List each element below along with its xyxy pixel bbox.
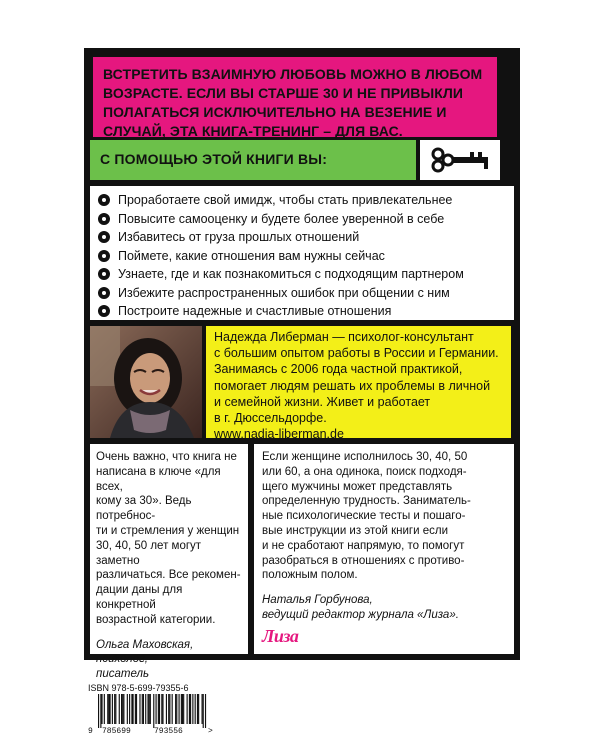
barcode-bar	[122, 694, 123, 724]
benefit-text: Избавитесь от груза прошлых отношений	[118, 230, 360, 244]
review-line: Очень важно, что книга не	[96, 451, 237, 463]
barcode-bar	[101, 694, 102, 724]
review-text	[90, 444, 248, 628]
barcode-bar	[131, 694, 132, 724]
barcode-bar	[129, 694, 130, 724]
barcode-bar	[182, 694, 183, 724]
barcode-bar	[119, 694, 120, 724]
barcode-bar	[153, 694, 154, 728]
review-line: щего мужчины может представлять	[262, 480, 453, 493]
barcode-digits-left: 785699	[102, 727, 131, 734]
barcode-bar	[121, 694, 122, 724]
benefit-text: Поймете, какие отношения вам нужны сейчас	[118, 248, 385, 263]
barcode-bar	[172, 694, 173, 724]
barcode-bar	[169, 694, 170, 724]
review-line: или 60, а она одинока, поиск подходя-	[262, 465, 467, 478]
barcode-bar	[187, 694, 188, 724]
review-line: написана в ключе «для всех,	[96, 465, 221, 493]
back-cover	[84, 48, 520, 681]
author-bio-line: Надежда Либерман — психолог-консультант	[214, 330, 474, 344]
benefit-item	[98, 191, 514, 210]
key-box	[420, 140, 500, 180]
benefit-text: Избежите распространенных ошибок при общении с ним	[118, 285, 450, 300]
benefit-item	[98, 265, 514, 284]
barcode-bar	[176, 694, 177, 724]
review-line: и не сработают напрямую, то помогут	[262, 539, 465, 552]
isbn-label: ISBN 978-5-699-79355-6	[88, 683, 189, 693]
benefit-item	[98, 228, 514, 247]
barcode-bar	[162, 694, 163, 724]
review-author-role: писатель	[96, 668, 149, 681]
flower-bullet-icon	[98, 287, 110, 299]
benefit-item	[98, 284, 514, 303]
barcode-bar	[135, 694, 136, 724]
author-bio-block	[206, 326, 511, 442]
review-line: различаться. Все рекомен-	[96, 569, 241, 582]
barcode-bar	[147, 694, 148, 724]
flower-bullet-icon	[98, 268, 110, 280]
barcode-bar	[192, 694, 193, 724]
review-line: кому за 30». Ведь потребнос-	[96, 495, 192, 523]
review-signature	[254, 583, 514, 623]
author-bio	[206, 326, 511, 442]
barcode-bar	[107, 694, 108, 724]
barcode-bar	[197, 694, 198, 724]
author-bio-line: в г. Дюссельдорфе.	[214, 411, 327, 426]
review-author: Наталья Горбунова,	[262, 594, 373, 607]
author-website: www.nadja-liberman.de	[214, 427, 344, 442]
tagline-line: ВОЗРАСТЕ. ЕСЛИ ВЫ СТАРШЕ 30 И НЕ ПРИВЫКЛИ	[103, 85, 464, 101]
flower-bullet-icon	[98, 231, 110, 243]
barcode-bar	[179, 694, 180, 724]
benefits-heading-bar	[90, 140, 416, 180]
barcode-bar	[98, 694, 99, 728]
benefit-text: Построите надежные и счастливые отношения	[118, 304, 392, 318]
barcode-bar	[100, 694, 101, 728]
review-line: дации даны для конкретной	[96, 584, 183, 611]
barcode-bar	[127, 694, 128, 724]
tagline-block	[90, 54, 500, 140]
barcode-bar	[198, 694, 199, 724]
review-line: положным полом.	[262, 569, 358, 582]
review-line: ные психологические тесты и пошаго-	[262, 510, 466, 523]
tagline-line: ВСТРЕТИТЬ ВЗАИМНУЮ ЛЮБОВЬ МОЖНО В ЛЮБОМ	[103, 66, 483, 82]
barcode	[88, 694, 216, 734]
barcode-bar	[202, 694, 203, 724]
review-line: определенную трудность. Заниматель-	[262, 495, 471, 508]
barcode-bar	[203, 694, 204, 728]
author-bio-line: помогает людям решать их проблемы в личной	[214, 378, 491, 393]
review-line: ти и стремления у женщин	[96, 524, 240, 537]
benefits-list-panel	[90, 186, 514, 320]
barcode-bar	[189, 694, 190, 724]
benefit-item	[98, 247, 514, 266]
barcode-bar	[123, 694, 124, 724]
benefit-item	[98, 210, 514, 229]
benefit-text: Узнаете, где и как познакомиться с подходящим партнером	[118, 267, 464, 281]
author-bio-line: и семейной жизни. Живет и работает	[214, 394, 431, 409]
barcode-bar	[181, 694, 182, 724]
review-line: возрастной категории.	[96, 613, 216, 626]
tagline-line: СЛУЧАЙ, ЭТА КНИГА-ТРЕНИНГ – ДЛЯ ВАС.	[103, 123, 403, 139]
barcode-bar	[110, 694, 111, 724]
review-line: Если женщине исполнилось 30, 40, 50	[262, 451, 468, 463]
flower-bullet-icon	[98, 250, 110, 262]
flower-bullet-icon	[98, 213, 110, 225]
benefit-text: Проработаете свой имидж, чтобы стать привлекательнее	[118, 193, 453, 207]
barcode-bar	[143, 694, 144, 724]
tagline-line: ПОЛАГАТЬСЯ ИСКЛЮЧИТЕЛЬНО НА ВЕЗЕНИЕ И	[103, 104, 447, 120]
barcode-digits-right: 793556	[154, 727, 183, 734]
barcode-bar	[195, 694, 196, 724]
barcode-bar	[104, 694, 105, 724]
barcode-bar	[150, 694, 151, 724]
author-photo	[90, 326, 202, 438]
review-signature	[90, 628, 248, 682]
liza-logo: Лиза	[262, 626, 299, 646]
barcode-bar	[156, 694, 157, 724]
barcode-bar	[136, 694, 137, 724]
barcode-bar	[108, 694, 109, 724]
review-author-role: ведущий редактор журнала «Лиза».	[262, 608, 459, 621]
author-bio-line: с большим опытом работы в России и Германии.	[214, 346, 499, 361]
barcode-digit-first: 9	[88, 727, 93, 734]
barcode-bar	[183, 694, 184, 724]
author-portrait	[90, 326, 202, 438]
barcode-bar	[149, 694, 150, 724]
review-text	[254, 444, 514, 583]
tagline-text	[93, 57, 497, 141]
barcode-bar	[159, 694, 160, 724]
flower-bullet-icon	[98, 194, 110, 206]
barcode-bar	[166, 694, 167, 724]
benefits-list	[90, 186, 514, 321]
benefits-heading: С ПОМОЩЬЮ ЭТОЙ КНИГИ ВЫ:	[100, 151, 328, 167]
review-line: 30, 40, 50 лет могут заметно	[96, 539, 202, 567]
review-author: Ольга Маховская, психолог,	[96, 638, 194, 666]
barcode-end-mark: >	[208, 727, 213, 734]
barcode-bar	[168, 694, 169, 724]
barcode-bar	[112, 694, 113, 724]
review-line: вые инструкции из этой книги если	[262, 524, 448, 537]
barcode-bar	[115, 694, 116, 724]
author-bio-line: Занимаясь с 2006 года частной практикой,	[214, 362, 463, 377]
barcode-bar	[205, 694, 206, 728]
review-right	[254, 444, 514, 654]
benefit-item	[98, 302, 514, 321]
barcode-bar	[139, 694, 140, 724]
review-line: разобраться в отношениях с противо-	[262, 554, 465, 567]
barcode-bar	[158, 694, 159, 724]
barcode-bar	[145, 694, 146, 724]
barcode-bar	[161, 694, 162, 724]
barcode-bar	[175, 694, 176, 724]
key-icon	[420, 140, 500, 180]
barcode-bar	[142, 694, 143, 724]
barcode-bar	[190, 694, 191, 724]
benefit-text: Повысите самооценку и будете более уверенной в себе	[118, 211, 445, 226]
flower-bullet-icon	[98, 305, 110, 317]
review-left	[90, 444, 248, 681]
barcode-bar	[114, 694, 115, 724]
barcode-bar	[133, 694, 134, 724]
